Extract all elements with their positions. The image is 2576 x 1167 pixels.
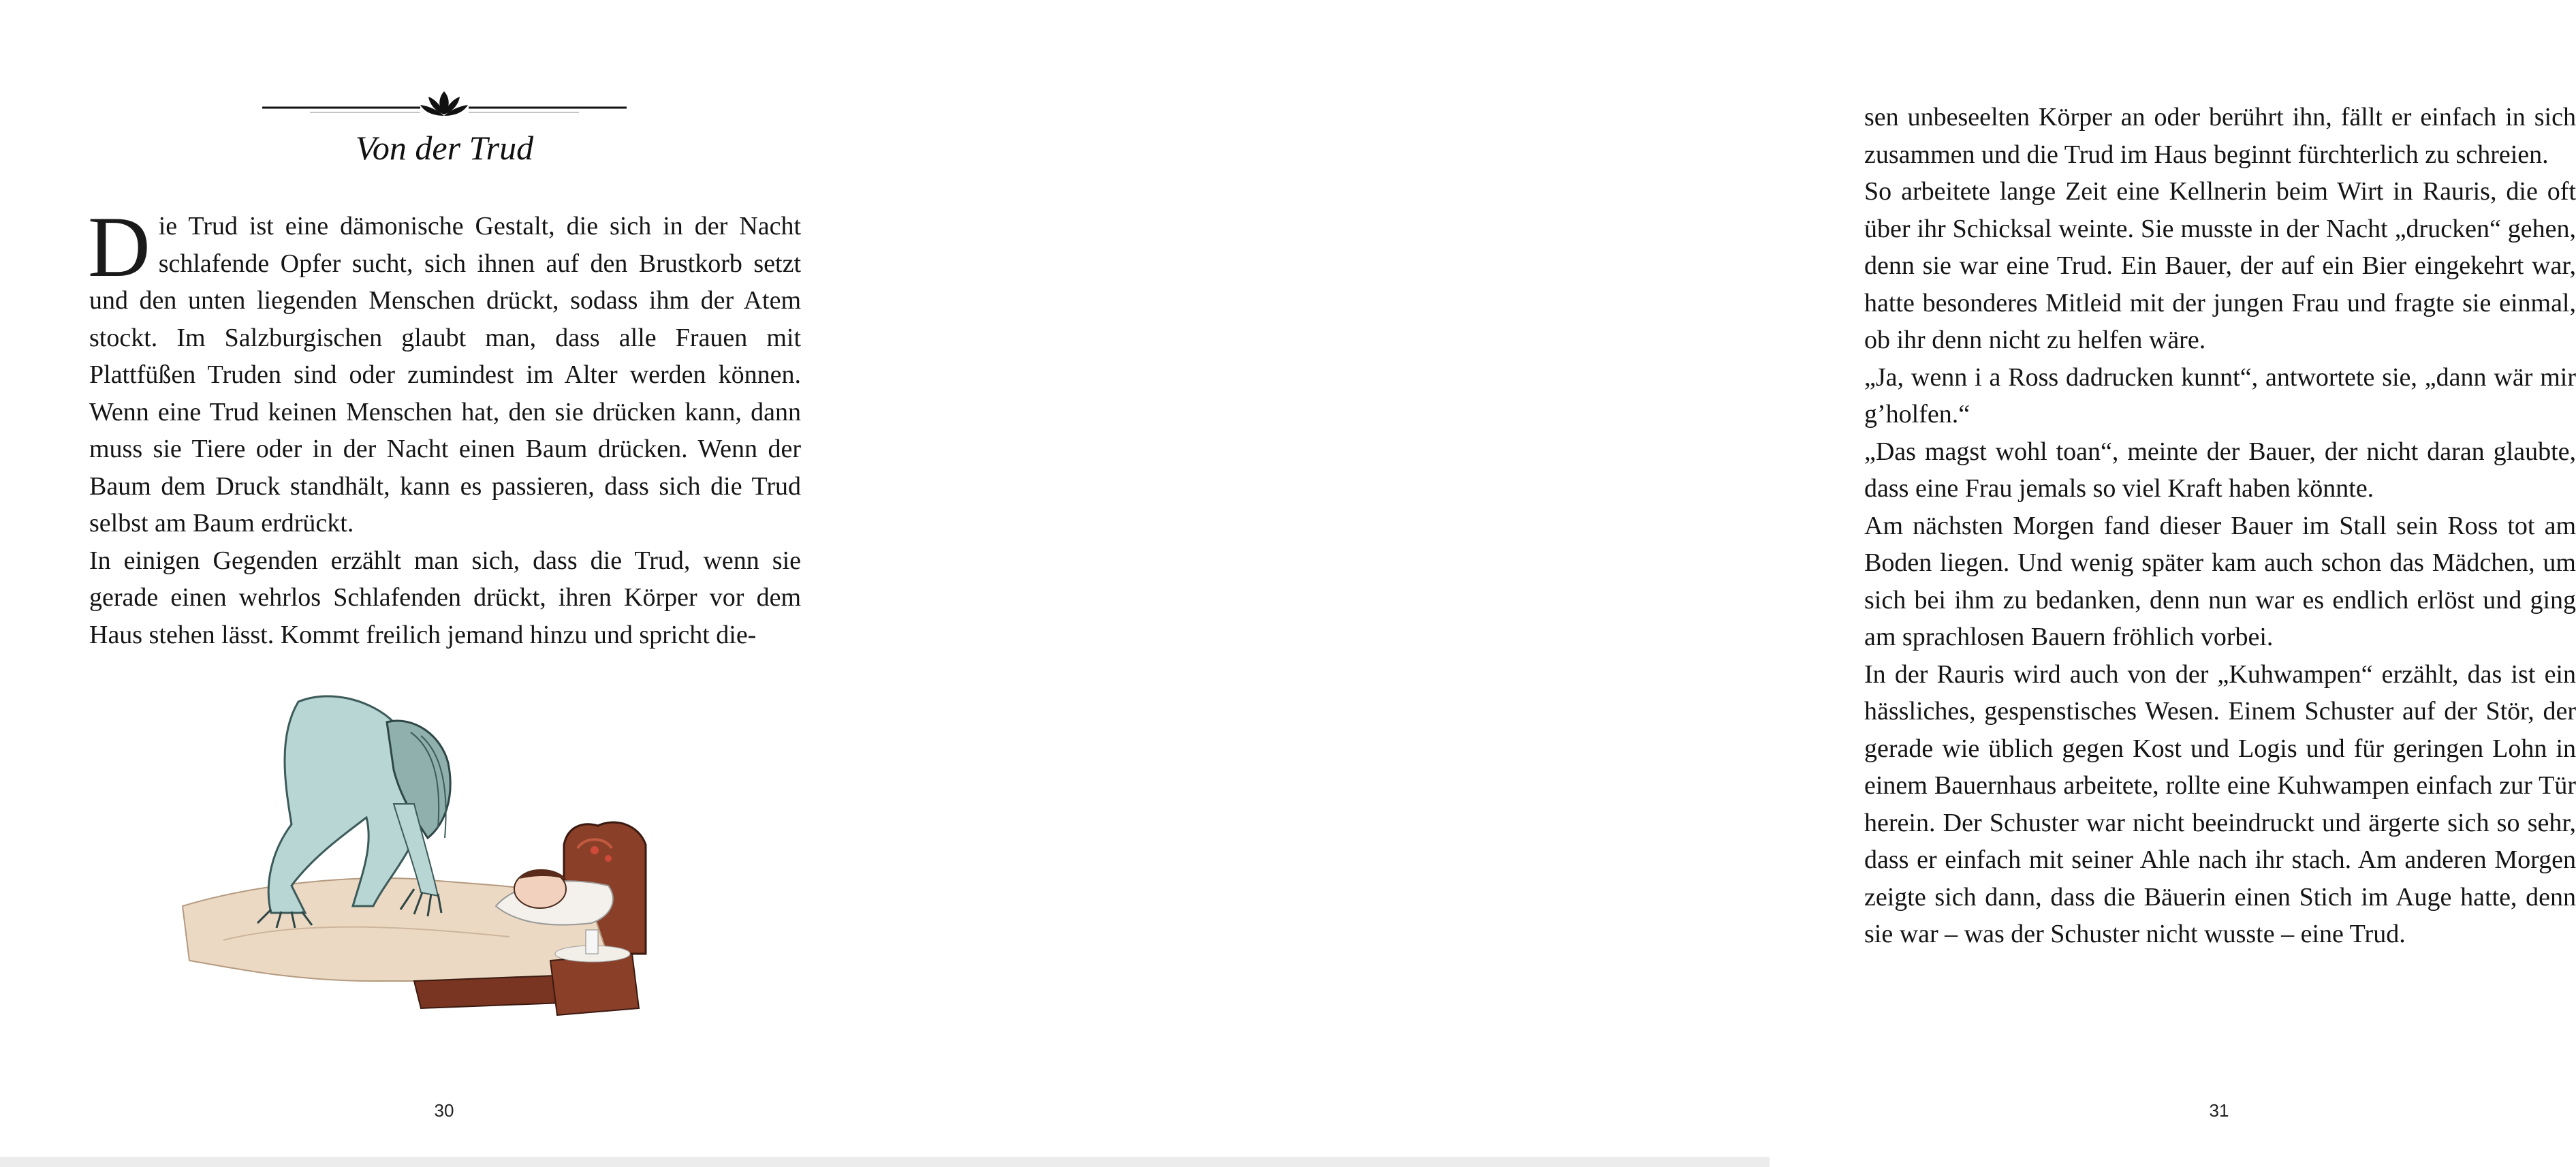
drop-cap: D: [88, 200, 151, 295]
paragraph: sen unbeseelten Körper an oder berührt ihn, fällt er einfach in sich zusammen und die Trud im Haus beginnt fürchterlich zu schreien.: [1864, 103, 2576, 169]
page-number: 31: [2209, 1100, 2229, 1121]
paragraph: In der Rauris wird auch von der „Kuhwampen“ erzählt, das ist ein hässliches, gespenstisches Wesen. Einem Schuster auf der Stör, der gerade wie üblich gegen Kost und Logis und für geringen Lohn in einem Bauernhaus arbeitete, rollte eine Kuhwampen einfach zur Tür herein. Der Schuster war nicht beeindruckt und ärgerte sich so sehr, dass er einfach mit seiner Ahle nach ihr stach. Am anderen Morgen zeigte sich dann, dass die Bäuerin einen Stich im Auge hatte, denn sie war – was der Schuster nicht wusste – eine Trud.: [1864, 659, 2576, 948]
left-body-text: [88, 200, 801, 653]
chapter-title: Von der Trud: [355, 129, 534, 167]
paragraph: In einigen Gegenden erzählt man sich, dass die Trud, wenn sie gerade einen wehrlos Schlafenden drückt, ihren Körper vor dem Haus stehen lässt. Kommt freilich jemand hinzu und spricht die-: [89, 546, 801, 649]
right-body-text: [1864, 99, 2576, 953]
paragraph: „Ja, wenn i a Ross dadrucken kunnt“, antwortete sie, „dann wär mir g’holfen.“: [1864, 362, 2576, 429]
trud-illustration: [169, 681, 734, 1049]
paragraph: Am nächsten Morgen fand dieser Bauer im Stall sein Ross tot am Boden liegen. Und wenig später kam auch schon das Mädchen, um sich bei ihm zu bedanken, denn nun war es endlich erlöst und ging am sprachlosen Bauern fröhlich vorbei.: [1864, 511, 2576, 651]
page-number: 30: [434, 1100, 454, 1121]
left-page: [0, 0, 885, 1167]
lotus-ornament-icon: [262, 87, 627, 121]
paragraph: Die Trud ist eine dämonische Gestalt, die sich in der Nacht schlafende Opfer sucht, sich ihnen auf den Brustkorb setzt und den unten liegenden Menschen drückt, sodass ihm der Atem stockt. Im Salzburgischen glaubt man, dass alle Frauen mit Plattfüßen Truden sind oder zumindest im Alter werden können. Wenn eine Trud keinen Menschen hat, den sie drücken kann, dann muss sie Tiere oder in der Nacht einen Baum drücken. Wenn der Baum dem Druck standhält, kann es passieren, dass sich die Trud selbst am Baum erdrückt.: [88, 200, 801, 538]
page-bottom-edge: [0, 1157, 1770, 1167]
paragraph: So arbeitete lange Zeit eine Kellnerin beim Wirt in Rauris, die oft über ihr Schicksal weinte. Sie musste in der Nacht „drucken“ gehen, denn sie war eine Trud. Ein Bauer, der auf ein Bier eingekehrt war, hatte besonderes Mitleid mit der jungen Frau und fragte sie einmal, ob ihr denn nicht zu helfen wäre.: [1864, 177, 2576, 354]
right-page: [885, 0, 2576, 1167]
paragraph: „Das magst wohl toan“, meinte der Bauer, der nicht daran glaubte, dass eine Frau jemals so viel Kraft haben könnte.: [1864, 437, 2576, 503]
